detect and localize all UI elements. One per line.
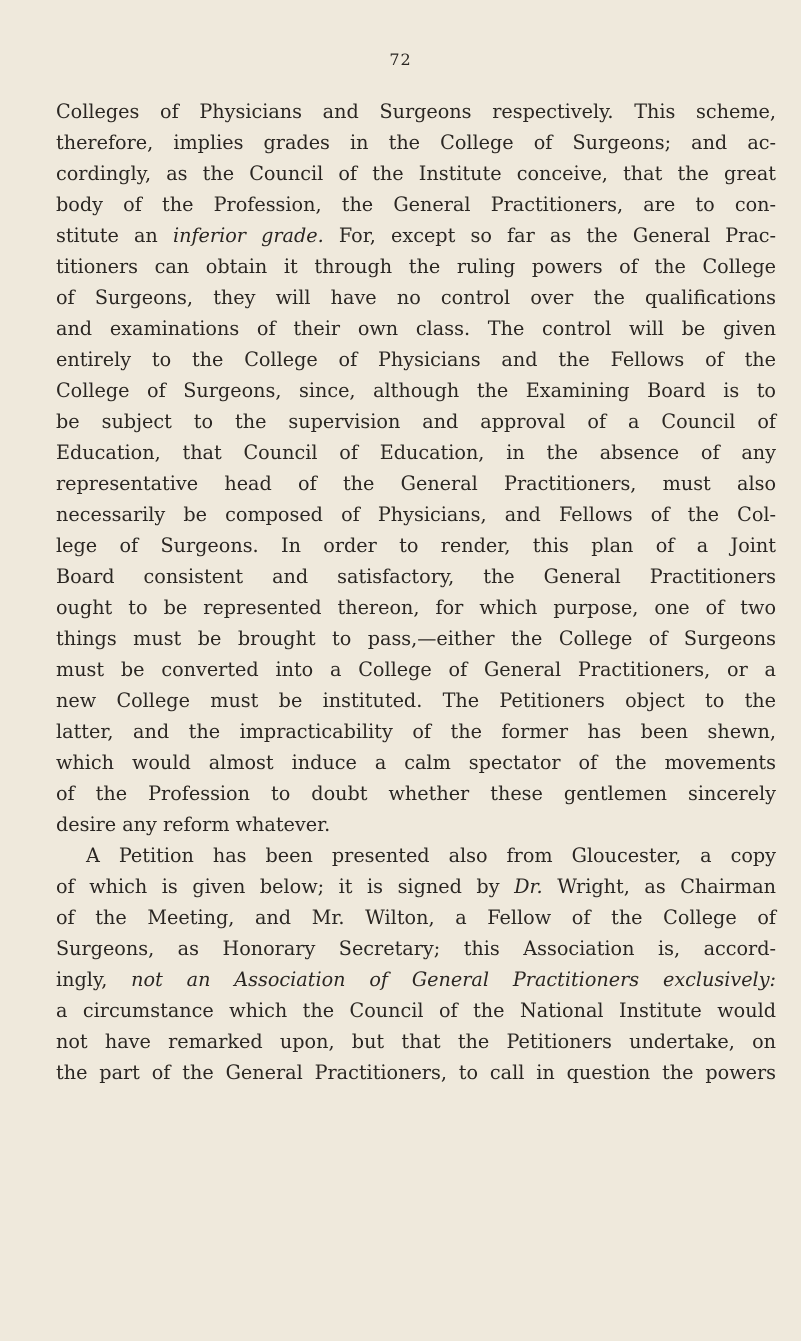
text-line: lege of Surgeons. In order to render, this plan of a Joint bbox=[56, 534, 776, 557]
text-line bbox=[56, 871, 776, 902]
text-line: A Petition has been presented also from Gloucester, a copy bbox=[86, 844, 776, 867]
text-line: Education, that Council of Education, in the absence of any bbox=[56, 441, 776, 464]
text-line: the part of the General Practitioners, to call in question the powers bbox=[56, 1061, 776, 1084]
text-line: of Surgeons, they will have no control over the qualifications bbox=[56, 286, 776, 309]
text-line: of the Profession to doubt whether these gentlemen sincerely bbox=[56, 782, 776, 805]
text-line: entirely to the College of Physicians and the Fellows of the bbox=[56, 348, 776, 371]
text-line: things must be brought to pass,—either the College of Surgeons bbox=[56, 627, 776, 650]
text-line: and examinations of their own class. The control will be given bbox=[56, 317, 776, 340]
text-line: Colleges of Physicians and Surgeons respectively. This scheme, bbox=[56, 100, 776, 123]
body-text bbox=[56, 96, 776, 1088]
italic-text: Dr. bbox=[514, 875, 543, 898]
text-segment: Wright, as Chairman bbox=[542, 875, 776, 898]
text-segment: stitute an bbox=[56, 224, 173, 247]
text-line: College of Surgeons, since, although the Examining Board is to bbox=[56, 379, 776, 402]
paragraph-2 bbox=[56, 840, 776, 1088]
text-line: therefore, implies grades in the College of Surgeons; and ac- bbox=[56, 131, 776, 154]
text-line: Surgeons, as Honorary Secretary; this Association is, accord- bbox=[56, 937, 776, 960]
paragraph-1 bbox=[56, 96, 776, 840]
text-line: Board consistent and satisfactory, the General Practitioners bbox=[56, 565, 776, 588]
text-segment: For, except so far as the General Prac- bbox=[323, 224, 776, 247]
text-line: necessarily be composed of Physicians, and Fellows of the Col- bbox=[56, 503, 776, 526]
text-line: desire any reform whatever. bbox=[56, 813, 331, 836]
text-segment: ingly, bbox=[56, 968, 132, 991]
text-line bbox=[56, 964, 776, 995]
text-line: not have remarked upon, but that the Petitioners undertake, on bbox=[56, 1030, 776, 1053]
text-line: titioners can obtain it through the ruling powers of the College bbox=[56, 255, 776, 278]
text-line: a circumstance which the Council of the National Institute would bbox=[56, 999, 776, 1022]
text-line: which would almost induce a calm spectator of the movements bbox=[56, 751, 776, 774]
text-line: be subject to the supervision and approval of a Council of bbox=[56, 410, 776, 433]
text-line: new College must be instituted. The Petitioners object to the bbox=[56, 689, 776, 712]
text-line: body of the Profession, the General Practitioners, are to con- bbox=[56, 193, 776, 216]
page-number: 72 bbox=[389, 50, 412, 69]
text-line: representative head of the General Practitioners, must also bbox=[56, 472, 776, 495]
text-line: must be converted into a College of General Practitioners, or a bbox=[56, 658, 776, 681]
text-line: of the Meeting, and Mr. Wilton, a Fellow of the College of bbox=[56, 906, 776, 929]
text-line bbox=[56, 220, 776, 251]
italic-text: inferior grade. bbox=[172, 224, 324, 247]
text-line: cordingly, as the Council of the Institute conceive, that the great bbox=[56, 162, 776, 185]
italic-text: not an Association of General Practitioners exclusively: bbox=[131, 968, 776, 991]
text-line: ought to be represented thereon, for which purpose, one of two bbox=[56, 596, 776, 619]
text-line: latter, and the impracticability of the former has been shewn, bbox=[56, 720, 776, 743]
text-segment: of which is given below; it is signed by bbox=[56, 875, 515, 898]
